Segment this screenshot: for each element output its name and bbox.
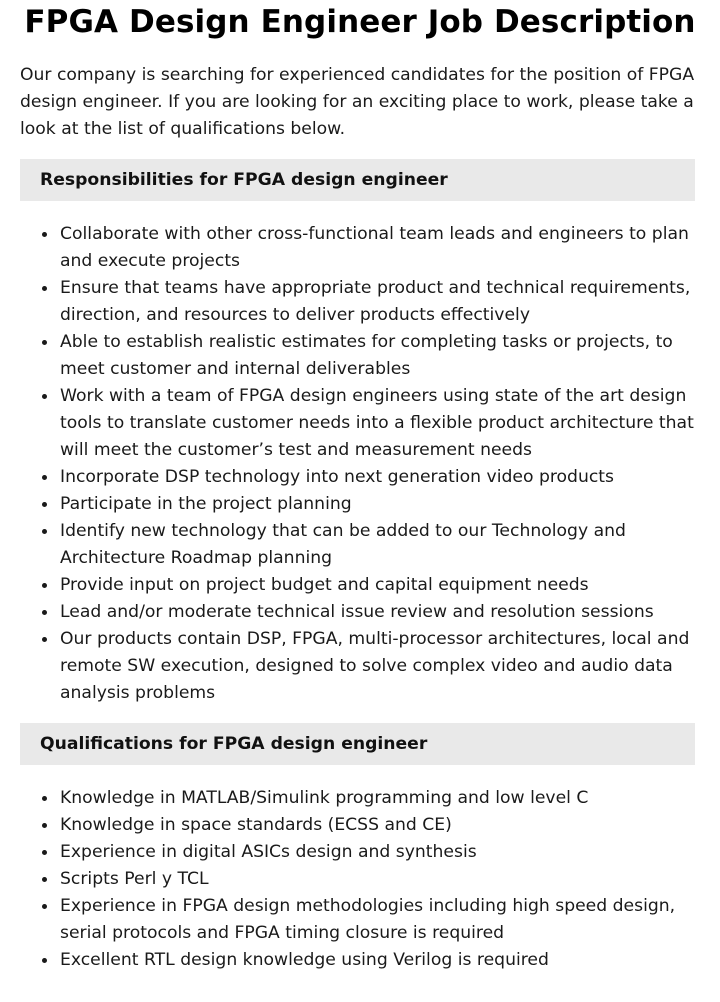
- intro-paragraph: Our company is searching for experienced candidates for the position of FPGA design engineer. If you are looking for an exciting place to work, please take a look at the list of qualifications below.: [20, 65, 695, 139]
- list-item-text: Lead and/or moderate technical issue review and resolution sessions: [60, 602, 654, 622]
- list-item-text: Collaborate with other cross-functional team leads and engineers to plan and execute projects: [60, 224, 689, 271]
- list-item: [0, 491, 720, 518]
- bullet-icon: [42, 796, 47, 801]
- list-item-text: Knowledge in MATLAB/Simulink programming and low level C: [60, 788, 589, 808]
- list-item-text: Ensure that teams have appropriate product and technical requirements, direction, and resources to deliver products effectively: [60, 278, 691, 325]
- qualifications-heading: Qualifications for FPGA design engineer: [20, 723, 695, 765]
- list-item-text: Able to establish realistic estimates for completing tasks or projects, to meet customer and internal deliverables: [60, 332, 673, 379]
- list-item: [0, 275, 720, 329]
- list-item-text: Participate in the project planning: [60, 494, 352, 514]
- bullet-icon: [42, 904, 47, 909]
- list-item: [0, 785, 720, 812]
- bullet-icon: [42, 475, 47, 480]
- bullet-icon: [42, 850, 47, 855]
- list-item: [0, 626, 720, 707]
- bullet-icon: [42, 637, 47, 642]
- bullet-icon: [42, 394, 47, 399]
- list-item-text: Work with a team of FPGA design engineers using state of the art design tools to translate customer needs into a flexible product architecture that will meet the customer’s test and measurement needs: [60, 386, 694, 460]
- list-item: [0, 572, 720, 599]
- list-item: [0, 839, 720, 866]
- bullet-icon: [42, 286, 47, 291]
- qualifications-list: [0, 785, 720, 974]
- page-title: FPGA Design Engineer Job Description: [24, 4, 696, 40]
- list-item-text: Incorporate DSP technology into next generation video products: [60, 467, 615, 487]
- bullet-icon: [42, 583, 47, 588]
- list-item-text: Excellent RTL design knowledge using Verilog is required: [60, 950, 549, 970]
- bullet-icon: [42, 529, 47, 534]
- list-item: [0, 866, 720, 893]
- responsibilities-heading: Responsibilities for FPGA design engineer: [20, 159, 695, 201]
- list-item-text: Identify new technology that can be added to our Technology and Architecture Roadmap planning: [60, 521, 626, 568]
- list-item: [0, 599, 720, 626]
- list-item-text: Experience in FPGA design methodologies including high speed design, serial protocols and FPGA timing closure is required: [60, 896, 676, 943]
- list-item-text: Knowledge in space standards (ECSS and CE): [60, 815, 452, 835]
- list-item: [0, 812, 720, 839]
- bullet-icon: [42, 340, 47, 345]
- bullet-icon: [42, 232, 47, 237]
- list-item: [0, 383, 720, 464]
- bullet-icon: [42, 823, 47, 828]
- list-item: [0, 329, 720, 383]
- bullet-icon: [42, 610, 47, 615]
- list-item: [0, 947, 720, 974]
- list-item-text: Experience in digital ASICs design and synthesis: [60, 842, 477, 862]
- list-item: [0, 464, 720, 491]
- list-item: [0, 893, 720, 947]
- list-item: [0, 221, 720, 275]
- bullet-icon: [42, 502, 47, 507]
- bullet-icon: [42, 958, 47, 963]
- list-item: [0, 518, 720, 572]
- bullet-icon: [42, 877, 47, 882]
- responsibilities-list: [0, 221, 720, 707]
- list-item-text: Provide input on project budget and capital equipment needs: [60, 575, 589, 595]
- list-item-text: Our products contain DSP, FPGA, multi-processor architectures, local and remote SW execution, designed to solve complex video and audio data analysis problems: [60, 629, 690, 703]
- list-item-text: Scripts Perl y TCL: [60, 869, 209, 889]
